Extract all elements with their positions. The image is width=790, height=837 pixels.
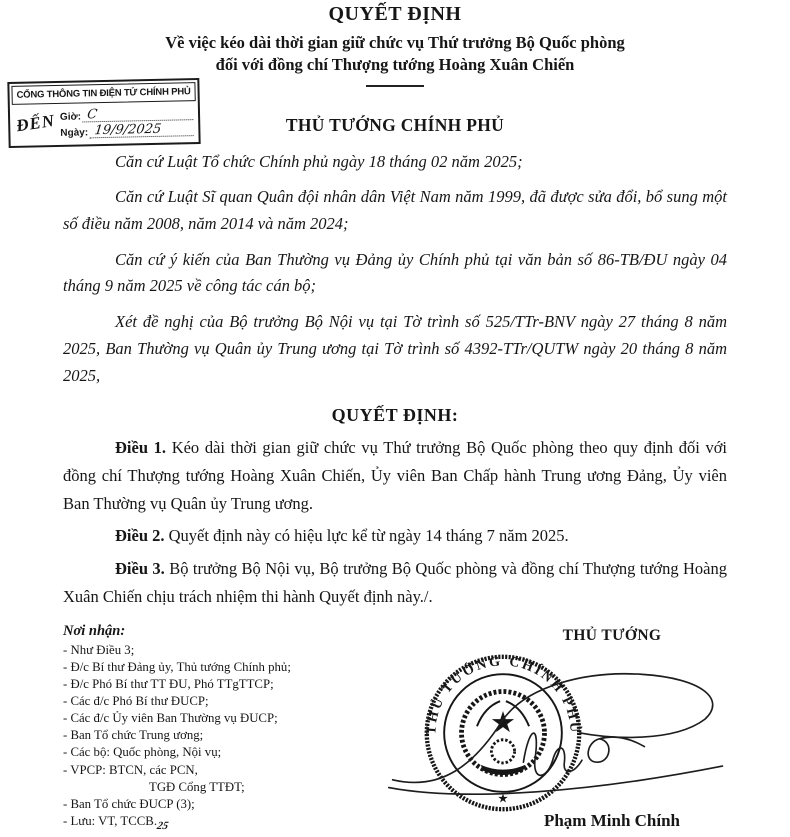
stamp-date-label: Ngày:: [60, 127, 89, 139]
official-seal: [421, 651, 585, 815]
signer-title: THỦ TƯỚNG: [562, 626, 662, 644]
article-3-label: Điều 3.: [115, 559, 165, 579]
arrival-stamp: [7, 78, 200, 148]
citation-paragraph: Căn cứ Luật Sĩ quan Quân đội nhân dân Việt Nam năm 1999, đã được sửa đổi, bổ sung một số điều năm 2008, năm 2014 và năm 2024;: [63, 187, 727, 233]
document-subtitle: [0, 32, 790, 76]
signature-block: [379, 623, 740, 837]
subtitle-line-1: Về việc kéo dài thời gian giữ chức vụ Thứ trưởng Bộ Quốc phòng: [165, 33, 625, 52]
document-footer: [63, 623, 740, 837]
article-3: [63, 555, 727, 610]
signer-name: Phạm Minh Chính: [543, 810, 681, 830]
document-title: QUYẾT ĐỊNH: [328, 3, 462, 25]
recipient-item-luu: - Lưu: VT, TCCB.25: [63, 814, 170, 832]
issuing-authority: THỦ TƯỚNG CHÍNH PHỦ: [285, 114, 505, 135]
recipient-item: - Ban Tổ chức Trung ương;: [63, 728, 204, 743]
article-1-text: Kéo dài thời gian giữ chức vụ Thứ trưởng Bộ Quốc phòng theo quy định đối với đồng chí Thượng tướng Hoàng Xuân Chiến, Ủy viên Ban Chấp hành Trung ương Đảng, Ủy viên Ban Thường vụ Quân ủy Trung ương.: [63, 438, 728, 513]
luu-subscript: 25: [155, 820, 170, 832]
subtitle-divider: [366, 85, 424, 87]
recipient-item: - Các bộ: Quốc phòng, Nội vụ;: [63, 745, 222, 760]
recipient-item-continuation: TGĐ Cổng TTĐT;: [149, 779, 245, 794]
recipient-item: - Đ/c Phó Bí thư TT ĐU, Phó TTgTTCP;: [63, 676, 274, 691]
recipient-item: - Ban Tổ chức ĐUCP (3);: [63, 796, 195, 811]
recipients-block: [63, 623, 379, 837]
article-3-text: Bộ trưởng Bộ Nội vụ, Bộ trưởng Bộ Quốc phòng và đồng chí Thượng tướng Hoàng Xuân Chiến chịu trách nhiệm thi hành Quyết định này./.: [63, 559, 728, 606]
recipient-item: - Đ/c Bí thư Đảng ủy, Thủ tướng Chính phủ;: [63, 659, 291, 674]
recipient-item: - Các đ/c Phó Bí thư ĐUCP;: [63, 694, 209, 709]
stamp-hour-label: Giờ:: [59, 111, 82, 123]
stamp-hour-value: C: [82, 107, 195, 122]
recipient-item: - Các đ/c Ủy viên Ban Thường vụ ĐUCP;: [63, 711, 278, 726]
citations-section: [63, 149, 727, 390]
citation-paragraph: Căn cứ Luật Tổ chức Chính phủ ngày 18 tháng 02 năm 2025;: [115, 151, 523, 171]
article-2-label: Điều 2.: [115, 526, 165, 546]
national-emblem-icon: [462, 691, 545, 774]
articles-section: [63, 434, 727, 610]
decision-heading: QUYẾT ĐỊNH:: [331, 405, 459, 426]
citation-paragraph: Căn cứ ý kiến của Ban Thường vụ Đảng ủy Chính phủ tại văn bản số 86-TB/ĐU ngày 04 tháng 9 năm 2025 về công tác cán bộ;: [63, 249, 727, 296]
article-2: [63, 522, 727, 550]
recipient-item: - Như Điều 3;: [63, 642, 135, 657]
citation-paragraph: Xét đề nghị của Bộ trưởng Bộ Nội vụ tại Tờ trình số 525/TTr-BNV ngày 27 tháng 8 năm 2025, Ban Thường vụ Quân ủy Trung ương tại Tờ trình số 4392-TTr/QUTW ngày 20 tháng 8 năm 2025,: [63, 312, 727, 385]
recipient-item: - VPCP: BTCN, các PCN,: [63, 762, 198, 777]
subtitle-line-2: đối với đồng chí Thượng tướng Hoàng Xuân Chiến: [215, 54, 575, 74]
stamp-agency-name: CỔNG THÔNG TIN ĐIỆN TỬ CHÍNH PHỦ: [11, 82, 195, 105]
stamp-date-value: 19/9/2025: [89, 123, 195, 138]
recipients-label: Nơi nhận:: [63, 622, 126, 639]
stamp-den-label: ĐẾN: [14, 110, 57, 136]
emblem-center-star-icon: ★: [490, 706, 516, 739]
seal-bottom-star-icon: ★: [497, 791, 509, 806]
article-1-label: Điều 1.: [115, 438, 167, 458]
article-2-text: Quyết định này có hiệu lực kể từ ngày 14 tháng 7 năm 2025.: [168, 526, 569, 546]
seal-ring-text: THỦ TƯỚNG CHÍNH PHỦ: [424, 653, 582, 735]
article-1: [63, 434, 727, 517]
